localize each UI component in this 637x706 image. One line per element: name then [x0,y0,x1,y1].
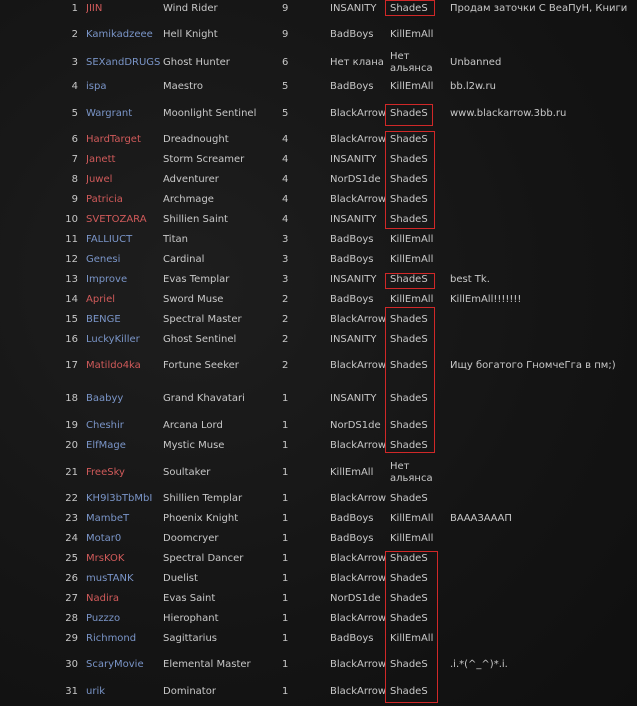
character-note [450,191,635,208]
character-class: Arcana Lord [163,419,223,431]
character-level: 1 [282,612,289,624]
clan-name: INSANITY [330,333,377,345]
character-class: Cardinal [163,253,205,265]
alliance-name: KillEmAll [390,293,434,305]
character-note [450,384,635,414]
alliance-name: Нет альянса [390,50,433,74]
character-name: ElfMage [86,439,126,451]
table-row [0,211,637,228]
character-class: Wind Rider [163,3,218,14]
alliance-name: KillEmAll [390,532,434,544]
clan-name: INSANITY [330,153,377,165]
character-level: 2 [282,360,289,371]
rank-number: 12 [65,253,78,265]
clan-name: BlackArrow [330,133,387,145]
table-row [0,151,637,168]
character-class: Fortune Seeker [163,360,239,371]
character-note [450,171,635,188]
character-note [450,490,635,507]
rank-number: 26 [65,572,78,584]
character-name: Puzzzo [86,612,121,624]
clan-name: BlackArrow [330,659,387,670]
character-class: Titan [163,233,188,245]
character-note [450,25,635,45]
character-level: 4 [282,193,289,205]
clan-name: BadBoys [330,29,374,40]
alliance-name: ShadeS [390,572,428,584]
rank-number: 30 [65,659,78,670]
clan-name: BadBoys [330,233,374,245]
table-row [0,251,637,268]
alliance-name: ShadeS [390,439,428,451]
clan-name: BlackArrow [330,572,387,584]
table-row [0,384,637,414]
character-level: 4 [282,133,289,145]
character-class: Spectral Dancer [163,552,244,564]
character-note [450,331,635,348]
alliance-name: ShadeS [390,592,428,604]
alliance-name: KillEmAll [390,253,434,265]
character-class: Soultaker [163,466,211,478]
character-level: 1 [282,592,289,604]
character-class: Duelist [163,572,198,584]
rank-number: 14 [65,293,78,305]
alliance-name: KillEmAll [390,29,434,40]
alliance-name: ShadeS [390,3,428,14]
character-class: Shillien Templar [163,492,243,504]
character-name: Apriel [86,293,116,305]
alliance-name: KillEmAll [390,80,434,92]
clan-name: BadBoys [330,80,374,92]
character-note: Продам заточки С ВеаПуН, Книги [450,3,628,14]
character-class: Maestro [163,80,204,92]
table-row [0,311,637,328]
table-row [0,50,637,75]
rank-number: 6 [71,133,78,145]
character-level: 1 [282,492,289,504]
character-class: Dreadnought [163,133,229,145]
character-name: ispa [86,80,107,92]
table-row [0,630,637,647]
character-note [450,460,635,485]
character-note [450,630,635,647]
table-row [0,490,637,507]
alliance-name: KillEmAll [390,632,434,644]
character-note [450,437,635,454]
clan-name: INSANITY [330,213,377,225]
rank-number: 23 [65,512,78,524]
character-level: 1 [282,632,289,644]
table-row [0,25,637,45]
alliance-name: ShadeS [390,173,428,185]
character-level: 4 [282,153,289,165]
character-name: MrsKOK [86,552,125,564]
alliance-name: ShadeS [390,360,428,371]
character-class: Ghost Sentinel [163,333,237,345]
character-level: 1 [282,419,289,431]
character-level: 5 [282,80,289,92]
rank-number: 21 [65,466,78,478]
character-name: urik [86,686,106,697]
character-name: FreeSky [86,466,125,478]
rank-number: 11 [65,233,78,245]
character-class: Shillien Saint [163,213,228,225]
character-class: Archmage [163,193,214,205]
alliance-name: ShadeS [390,393,428,404]
character-note: Ищу богатого ГномчеГга в пм;) [450,360,616,371]
clan-name: INSANITY [330,3,377,14]
table-row [0,530,637,547]
character-name: FALLIUCT [86,233,133,245]
character-class: Mystic Muse [163,439,225,451]
character-name: Baabyy [86,393,124,404]
character-level: 4 [282,173,289,185]
table-row [0,650,637,680]
character-note [450,211,635,228]
rank-number: 4 [71,80,78,92]
alliance-name: ShadeS [390,333,428,345]
table-row [0,683,637,701]
table-row [0,437,637,454]
character-name: Genesi [86,253,121,265]
character-level: 3 [282,273,289,285]
clan-name: INSANITY [330,393,377,404]
character-note [450,550,635,567]
clan-name: Нет клана [330,56,384,68]
clan-name: BlackArrow [330,552,387,564]
character-name: LuckyKiller [86,333,140,345]
rank-number: 7 [71,153,78,165]
table-row [0,78,637,95]
character-note: www.blackarrow.3bb.ru [450,108,567,119]
character-name: Wargrant [86,108,133,119]
character-note [450,151,635,168]
rank-number: 20 [65,439,78,451]
clan-name: NorDS1de [330,592,381,604]
clan-name: BlackArrow [330,360,387,371]
character-class: Evas Saint [163,592,216,604]
alliance-name: KillEmAll [390,512,434,524]
clan-name: BadBoys [330,512,374,524]
alliance-name: ShadeS [390,273,428,285]
clan-name: BlackArrow [330,108,387,119]
character-name: BENGE [86,313,121,325]
rank-number: 8 [71,173,78,185]
character-note [450,231,635,248]
character-class: Sword Muse [163,293,224,305]
character-note: .i.*(^_^)*.i. [450,659,508,670]
character-name: SVETOZARA [86,213,147,225]
clan-name: BlackArrow [330,439,387,451]
character-note [450,570,635,587]
character-level: 3 [282,253,289,265]
character-class: Moonlight Sentinel [163,108,257,119]
character-level: 1 [282,393,289,404]
clan-name: BadBoys [330,532,374,544]
character-level: 1 [282,572,289,584]
alliance-name: Нет альянса [390,460,433,484]
rank-number: 28 [65,612,78,624]
character-note [450,590,635,607]
table-row [0,460,637,485]
alliance-name: ShadeS [390,419,428,431]
character-class: Hierophant [163,612,219,624]
character-name: ScaryMovie [86,659,144,670]
alliance-name: KillEmAll [390,233,434,245]
alliance-name: ShadeS [390,492,428,504]
character-name: Richmond [86,632,137,644]
character-level: 6 [282,56,289,68]
clan-name: BlackArrow [330,193,387,205]
rank-number: 25 [65,552,78,564]
character-level: 2 [282,313,289,325]
alliance-name: ShadeS [390,133,428,145]
character-name: JIIN [86,3,103,14]
character-class: Dominator [163,686,216,697]
table-row [0,417,637,434]
character-level: 9 [282,29,289,40]
alliance-name: ShadeS [390,659,428,670]
character-name: HardTarget [86,133,141,145]
rank-number: 17 [65,360,78,371]
character-name: Patricia [86,193,123,205]
table-row [0,331,637,348]
table-row [0,510,637,527]
rank-number: 18 [65,393,78,404]
table-row [0,231,637,248]
table-row [0,191,637,208]
clan-name: BlackArrow [330,612,387,624]
rank-number: 9 [71,193,78,205]
character-level: 1 [282,512,289,524]
rank-number: 3 [71,56,78,68]
character-class: Phoenix Knight [163,512,239,524]
rank-number: 16 [65,333,78,345]
table-row [0,171,637,188]
table-row [0,131,637,148]
character-class: Elemental Master [163,659,251,670]
character-name: Janett [86,153,116,165]
character-class: Doomcryer [163,532,219,544]
character-class: Ghost Hunter [163,56,230,68]
character-note [450,530,635,547]
alliance-name: ShadeS [390,612,428,624]
character-class: Evas Templar [163,273,230,285]
table-row [0,550,637,567]
rank-number: 15 [65,313,78,325]
rank-number: 31 [65,686,78,697]
character-name: MambeT [86,512,130,524]
character-name: Juwel [86,173,113,185]
rank-number: 24 [65,532,78,544]
character-level: 1 [282,552,289,564]
character-name: Nadira [86,592,119,604]
character-note [450,610,635,627]
clan-name: BadBoys [330,253,374,265]
character-name: KH9l3bTbMbI [86,492,153,504]
clan-name: BlackArrow [330,492,387,504]
character-note [450,311,635,328]
character-note: ВАААЗАААП [450,512,512,524]
character-note [450,683,635,701]
clan-name: BlackArrow [330,686,387,697]
character-level: 1 [282,686,289,697]
character-name: Improve [86,273,128,285]
rank-number: 10 [65,213,78,225]
character-note [450,131,635,148]
character-note [450,417,635,434]
rank-number: 29 [65,632,78,644]
table-row [0,610,637,627]
character-level: 1 [282,659,289,670]
character-level: 1 [282,532,289,544]
character-level: 9 [282,3,289,14]
character-class: Spectral Master [163,313,242,325]
character-level: 2 [282,293,289,305]
character-note: KillEmAll!!!!!!! [450,293,522,305]
rank-number: 1 [71,3,78,14]
rank-number: 22 [65,492,78,504]
character-name: SEXandDRUGS [86,56,160,68]
table-row [0,271,637,288]
character-class: Sagittarius [163,632,218,644]
character-note [450,251,635,268]
character-level: 1 [282,466,289,478]
character-note: bb.l2w.ru [450,80,496,92]
clan-name: NorDS1de [330,419,381,431]
character-name: Cheshir [86,419,124,431]
character-name: Kamikadzeee [86,29,153,40]
clan-name: KillEmAll [330,466,374,478]
character-name: musTANK [86,572,134,584]
clan-name: BlackArrow [330,313,387,325]
table-row [0,291,637,308]
alliance-name: ShadeS [390,153,428,165]
character-name: Matildo4ka [86,360,141,371]
rank-number: 27 [65,592,78,604]
alliance-name: ShadeS [390,313,428,325]
rank-number: 2 [71,29,78,40]
alliance-name: ShadeS [390,213,428,225]
clan-name: BadBoys [330,293,374,305]
table-row [0,100,637,128]
rank-number: 19 [65,419,78,431]
clan-name: INSANITY [330,273,377,285]
character-level: 5 [282,108,289,119]
character-note: Unbanned [450,56,502,68]
character-class: Storm Screamer [163,153,245,165]
character-level: 1 [282,439,289,451]
table-row [0,351,637,381]
rank-number: 13 [65,273,78,285]
character-level: 3 [282,233,289,245]
character-name: Motar0 [86,532,122,544]
character-level: 4 [282,213,289,225]
character-class: Grand Khavatari [163,393,245,404]
clan-name: NorDS1de [330,173,381,185]
table-row [0,590,637,607]
character-class: Adventurer [163,173,219,185]
rank-number: 5 [71,108,78,119]
character-class: Hell Knight [163,29,218,40]
character-note: best Tk. [450,273,490,285]
character-level: 2 [282,333,289,345]
alliance-name: ShadeS [390,108,428,119]
clan-name: BadBoys [330,632,374,644]
alliance-name: ShadeS [390,193,428,205]
table-row [0,570,637,587]
table-row [0,0,637,18]
alliance-name: ShadeS [390,552,428,564]
alliance-name: ShadeS [390,686,428,697]
